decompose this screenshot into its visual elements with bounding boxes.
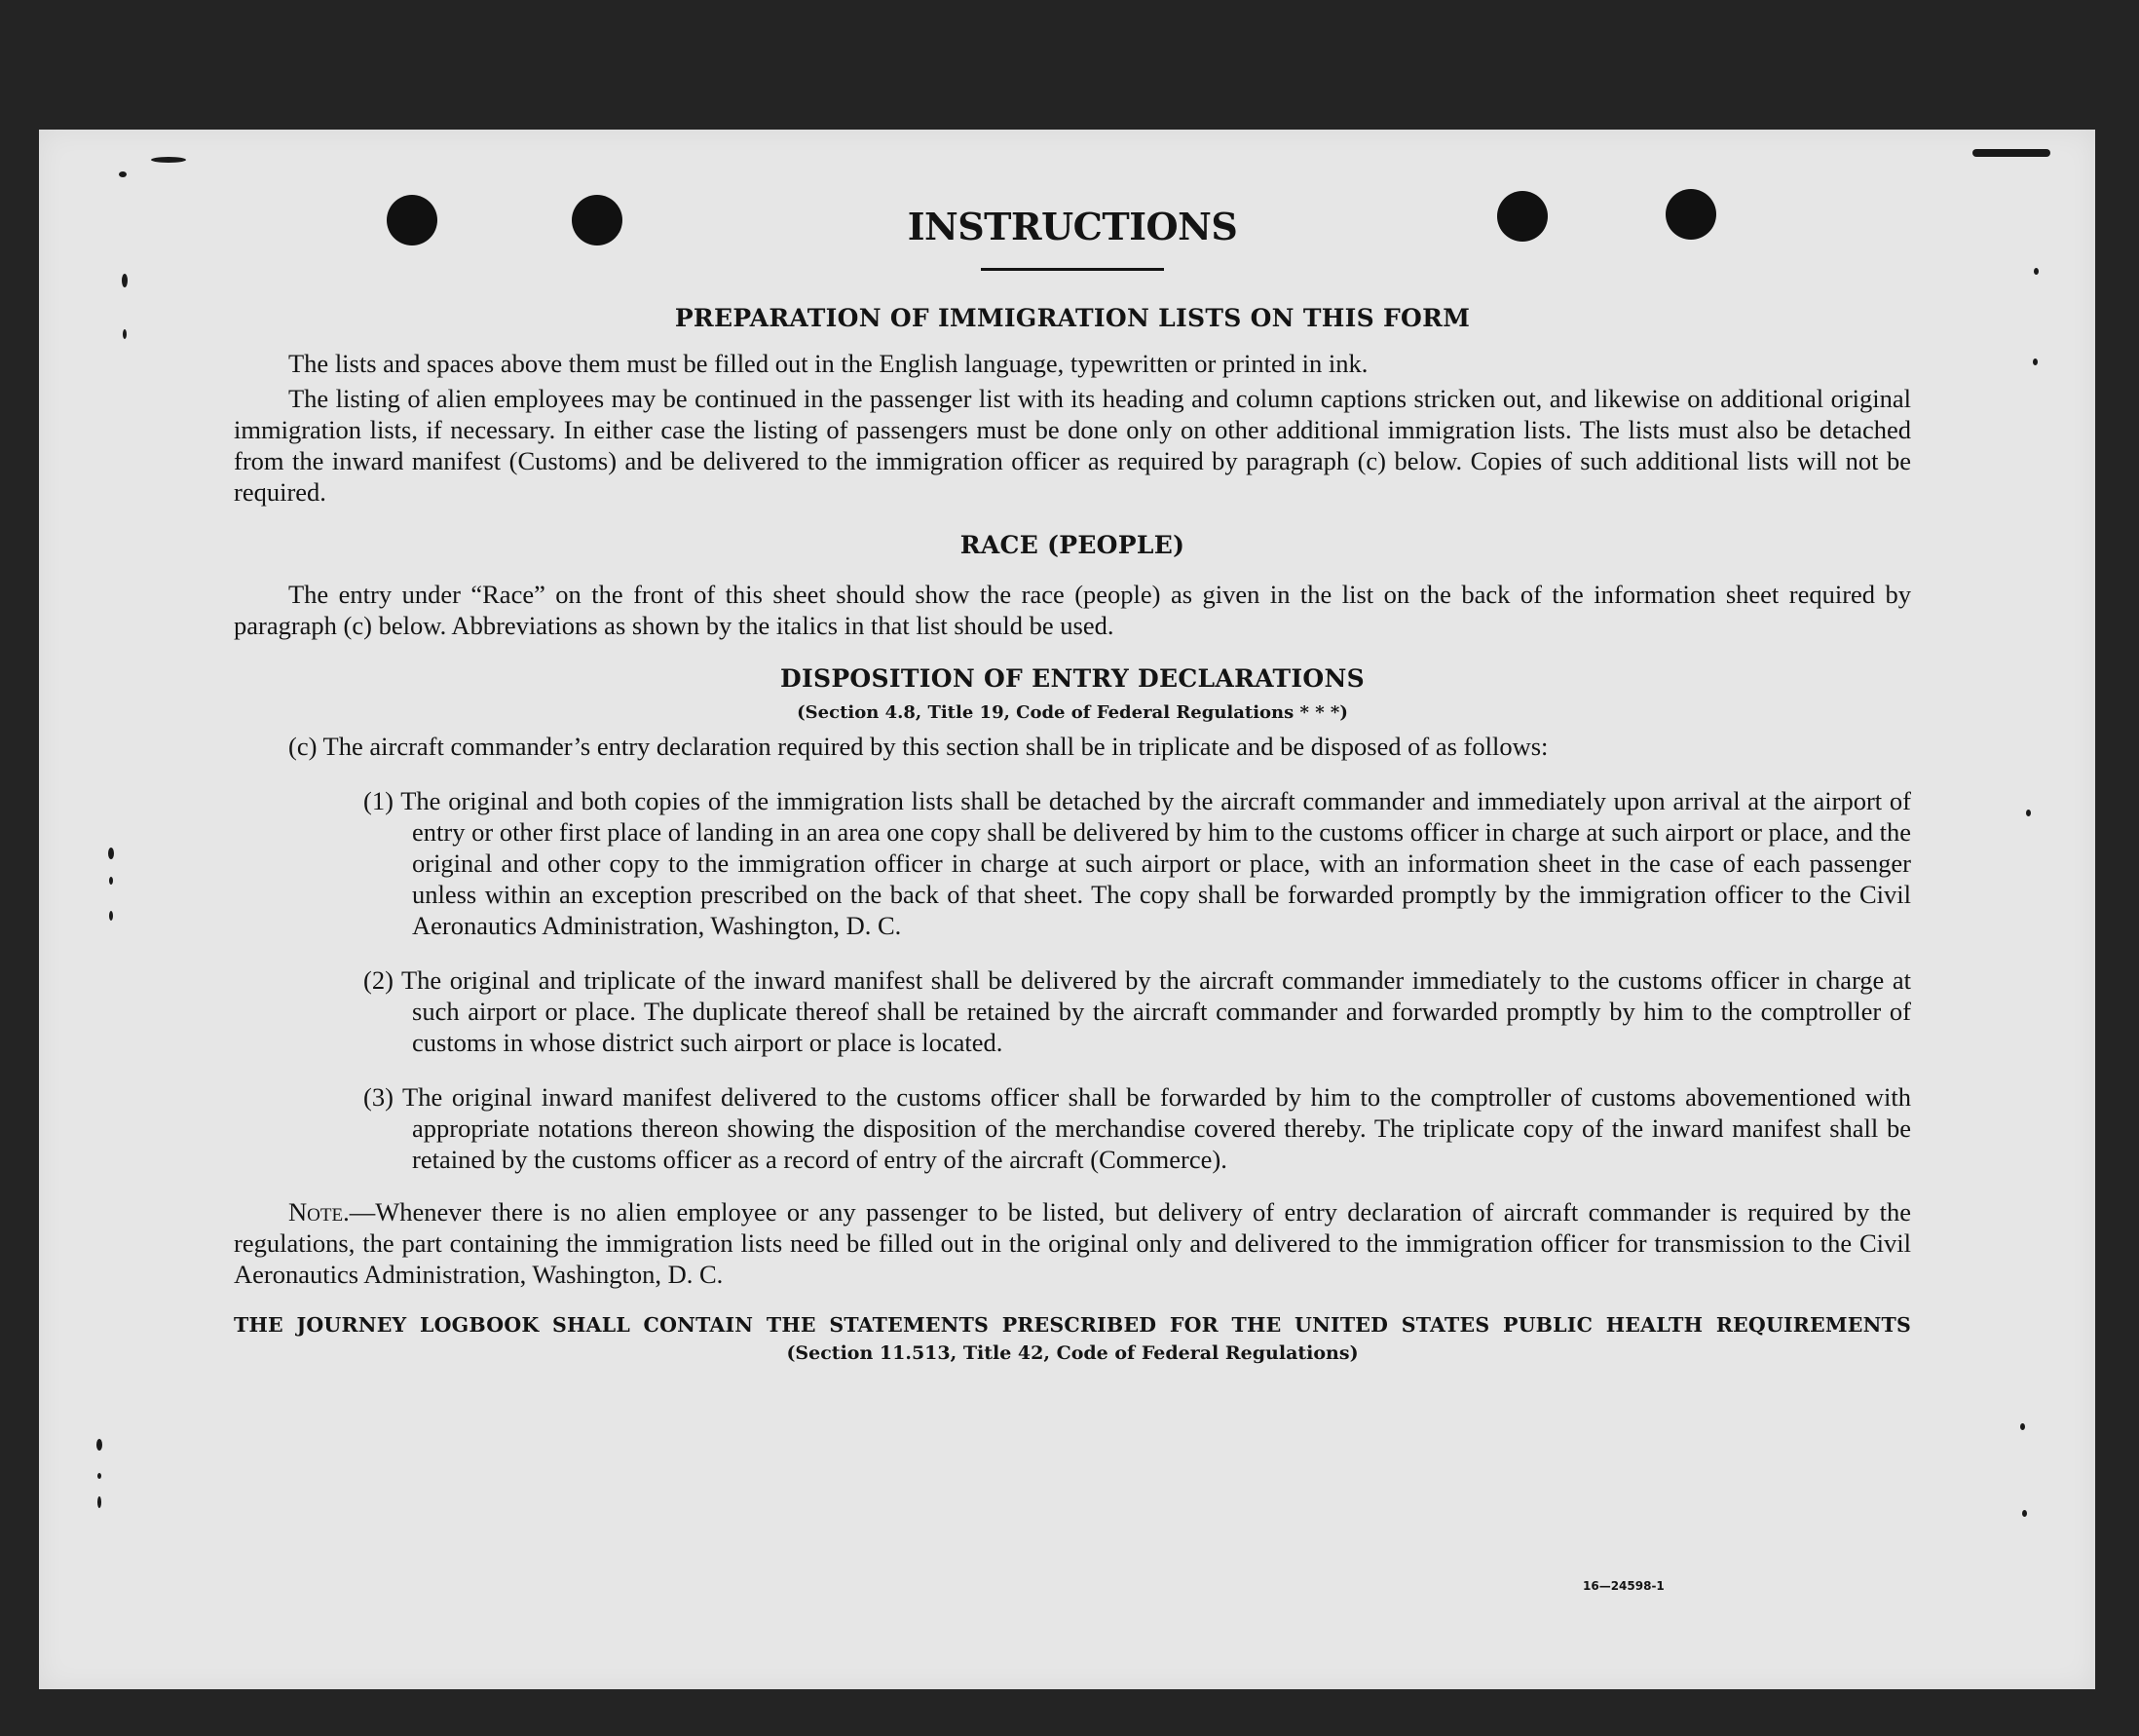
paragraph-english-language: The lists and spaces above them must be filled out in the English language, typewritten or printed in ink. xyxy=(288,349,1369,378)
scan-mark xyxy=(109,911,113,921)
section-heading-race: RACE (PEOPLE) xyxy=(959,531,1185,559)
paragraph-c-intro: (c) The aircraft commander’s entry declaration required by this section shall be in triplicate and be disposed of as follows: xyxy=(288,732,1549,761)
scan-mark xyxy=(2022,1510,2027,1517)
scan-mark xyxy=(109,877,113,885)
note-paragraph xyxy=(234,1196,1911,1290)
paragraph-alien-employees: The listing of alien employees may be continued in the passenger list with its heading and column captions stricken out, and likewise on additional original immigration lists, if necessary. In either case the listing of passengers must be done only on other additional immigration lists. The lists must also be detached from the inward manifest (Customs) and be delivered to the immigration officer as required by paragraph (c) below. Copies of such additional lists will not be required. xyxy=(234,384,1911,507)
scan-mark xyxy=(123,329,127,339)
scan-mark xyxy=(122,274,128,287)
scan-mark xyxy=(1972,149,2050,157)
scan-mark xyxy=(2034,268,2039,275)
scan-mark xyxy=(108,848,114,859)
footer-citation: (Section 11.513, Title 42, Code of Federal Regulations) xyxy=(786,1342,1359,1364)
scan-mark xyxy=(97,1473,101,1479)
scan-mark xyxy=(97,1496,101,1508)
section-heading-preparation: PREPARATION OF IMMIGRATION LISTS ON THIS FORM xyxy=(674,304,1471,332)
scan-mark xyxy=(2020,1423,2025,1430)
title-underline xyxy=(981,268,1164,271)
footer-heading: THE JOURNEY LOGBOOK SHALL CONTAIN THE STATEMENTS PRESCRIBED FOR THE UNITED STATES PUBLIC HEALTH REQUIREMENTS xyxy=(234,1313,1911,1337)
scan-mark xyxy=(151,157,186,163)
list-item: (2) The original and triplicate of the inward manifest shall be delivered by the aircraft commander immediately to the customs officer in charge at such airport or place. The duplicate thereof shall be retained by the aircraft commander and forwarded promptly by him to the comptroller of customs in whose district such airport or place is located. xyxy=(363,965,1911,1057)
paragraph-race-entry: The entry under “Race” on the front of this sheet should show the race (people) as given in the list on the back of the information sheet required by paragraph (c) below. Abbreviations as shown by the italics in that list should be used. xyxy=(234,580,1911,640)
scan-mark xyxy=(119,171,127,177)
form-number: 16—24598-1 xyxy=(1583,1579,1665,1593)
instructions-content xyxy=(234,205,1911,1364)
list-item: (3) The original inward manifest delivered to the customs officer shall be forwarded by him to the comptroller of customs abovementioned with appropriate notations thereon showing the disposition of the merchandise covered thereby. The triplicate copy of the inward manifest shall be retained by the customs officer as a record of entry of the aircraft (Commerce). xyxy=(363,1082,1911,1174)
scan-mark xyxy=(2033,359,2038,365)
note-text: —Whenever there is no alien employee or any passenger to be listed, but delivery of entry declaration of aircraft commander is required by the regulations, the part containing the immigration lists need be filled out in the original only and delivered to the immigration officer for transmission to the Civil Aeronautics Administration, Washington, D. C. xyxy=(234,1197,1911,1289)
citation-section-4-8: (Section 4.8, Title 19, Code of Federal Regulations * * *) xyxy=(797,702,1348,723)
scan-mark xyxy=(2026,810,2031,816)
note-label: Note. xyxy=(288,1197,350,1227)
section-heading-disposition: DISPOSITION OF ENTRY DECLARATIONS xyxy=(780,664,1365,693)
scan-mark xyxy=(96,1439,102,1451)
list-item: (1) The original and both copies of the immigration lists shall be detached by the aircraft commander and immediately upon arrival at the airport of entry or other first place of landing in an area one copy shall be delivered by him to the customs officer in charge at such airport or place, and the original and other copy to the immigration officer in charge at such airport or place, with an information sheet in the case of each passenger unless within an exception prescribed on the back of that sheet. The copy shall be forwarded promptly by the immigration officer to the Civil Aeronautics Administration, Washington, D. C. xyxy=(363,786,1911,940)
page-title: INSTRUCTIONS xyxy=(907,205,1238,248)
